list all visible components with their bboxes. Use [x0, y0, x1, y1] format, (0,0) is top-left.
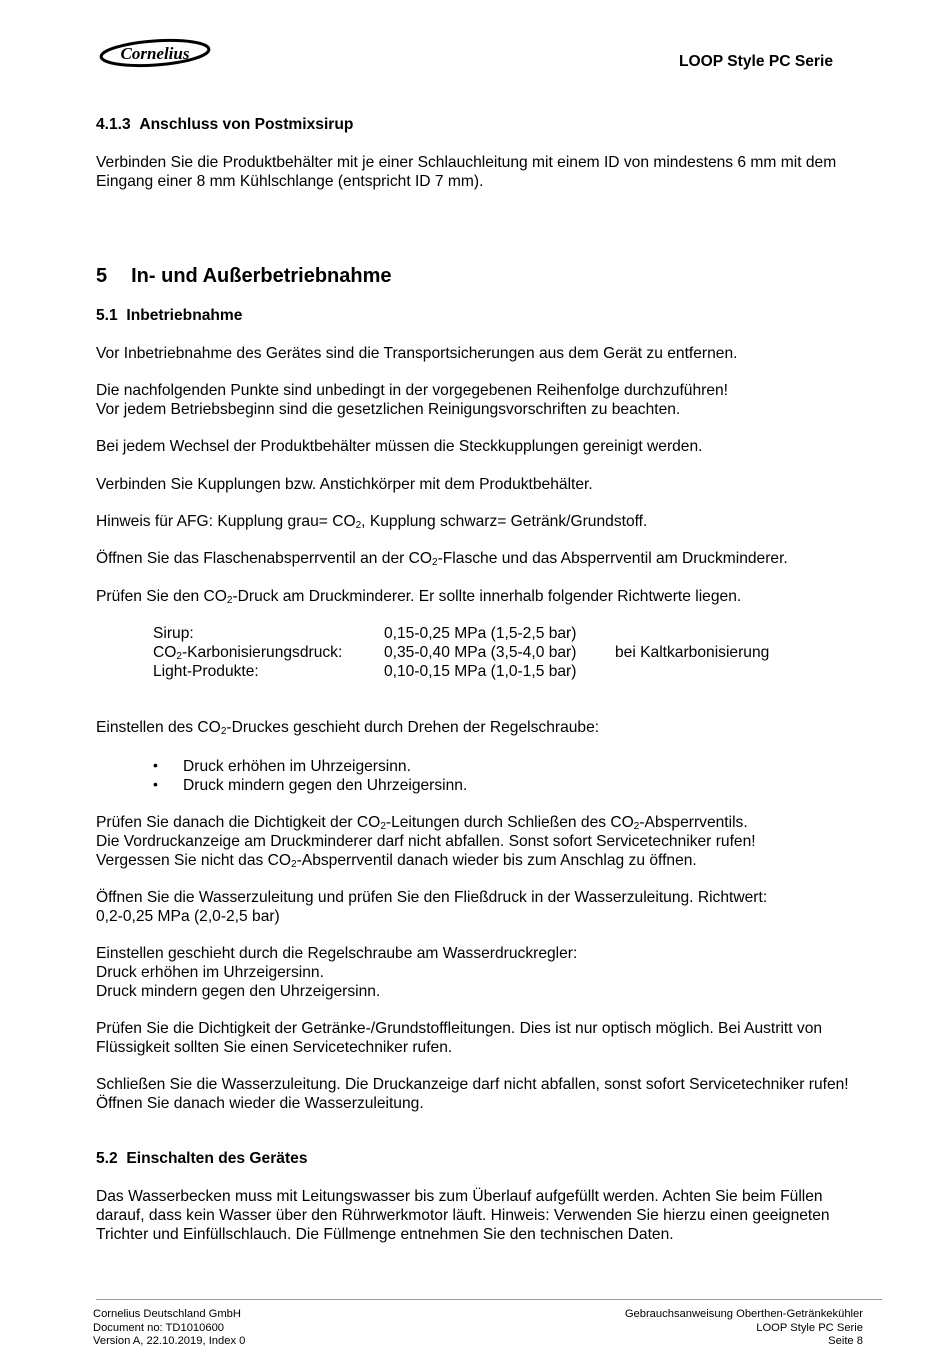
- heading-text: In- und Außerbetriebnahme: [131, 265, 392, 287]
- paragraph: 0,2-0,25 MPa (2,0-2,5 bar): [96, 908, 280, 925]
- paragraph: Öffnen Sie die Wasserzuleitung und prüfen Sie den Fließdruck in der Wasserzuleitung. Richtwert:: [96, 889, 768, 906]
- footer-version: Version A, 22.10.2019, Index 0: [93, 1335, 246, 1348]
- paragraph: Schließen Sie die Wasserzuleitung. Die Druckanzeige darf nicht abfallen, sonst sofort Servicetechniker rufen!: [96, 1076, 849, 1093]
- footer-product: LOOP Style PC Serie: [756, 1321, 863, 1334]
- heading-text: Inbetriebnahme: [126, 307, 243, 324]
- list-item: Druck erhöhen im Uhrzeigersinn.: [183, 758, 411, 775]
- footer-left: [93, 1308, 245, 1349]
- heading-number: 5.2: [96, 1150, 118, 1167]
- footer-doc-title: Gebrauchsanweisung Oberthen-Getränkekühler: [624, 1308, 863, 1320]
- heading-number: 5.1: [96, 307, 118, 324]
- paragraph: Druck mindern gegen den Uhrzeigersinn.: [96, 983, 381, 1000]
- paragraph: Bei jedem Wechsel der Produktbehälter müssen die Steckkupplungen gereinigt werden.: [96, 438, 703, 455]
- paragraph: Öffnen Sie das Flaschenabsperrventil an der $CO_2$-Flasche und das Absperrventil am Druckminderer.: [96, 550, 788, 568]
- company-logo: [98, 36, 212, 70]
- section-4-1-3-heading: [96, 116, 353, 134]
- footer-divider: [96, 1299, 882, 1300]
- footer-document-no: Document no: TD1010600: [93, 1321, 225, 1334]
- paragraph: Druck erhöhen im Uhrzeigersinn.: [96, 964, 324, 981]
- paragraph: Die Vordruckanzeige am Druckminderer darf nicht abfallen. Sonst sofort Servicetechniker rufen!: [96, 833, 756, 850]
- table-cell-note: bei Kaltkarbonisierung: [615, 644, 770, 661]
- paragraph: Einstellen geschieht durch die Regelschraube am Wasserdruckregler:: [96, 945, 578, 962]
- bullet-icon: •: [153, 776, 158, 792]
- paragraph: Vor jedem Betriebsbeginn sind die gesetzlichen Reinigungsvorschriften zu beachten.: [96, 401, 681, 418]
- heading-number: 4.1.3: [96, 116, 131, 133]
- paragraph: Eingang einer 8 mm Kühlschlange (entspricht ID 7 mm).: [96, 173, 484, 190]
- list-item: Druck mindern gegen den Uhrzeigersinn.: [183, 777, 468, 794]
- table-row: Sirup:: [153, 625, 194, 642]
- section-5-2-heading: [96, 1150, 308, 1168]
- paragraph: Verbinden Sie Kupplungen bzw. Anstichkörper mit dem Produktbehälter.: [96, 476, 593, 493]
- paragraph: Hinweis für AFG: Kupplung grau= $CO_2$, Kupplung schwarz= Getränk/Grundstoff.: [96, 513, 648, 531]
- svg-text:Cornelius: Cornelius: [120, 44, 190, 63]
- paragraph: Das Wasserbecken muss mit Leitungswasser bis zum Überlauf aufgefüllt werden. Achten Sie beim Füllen: [96, 1188, 823, 1205]
- heading-text: Anschluss von Postmixsirup: [139, 116, 354, 133]
- table-row: $CO_2$-Karbonisierungsdruck:: [153, 644, 343, 662]
- paragraph: darauf, dass kein Wasser über den Rührwerkmotor läuft. Hinweis: Verwenden Sie hierzu einen geeigneten: [96, 1207, 830, 1224]
- header-title: LOOP Style PC Serie: [679, 53, 833, 70]
- paragraph: Die nachfolgenden Punkte sind unbedingt in der vorgegebenen Reihenfolge durchzuführen!: [96, 382, 729, 399]
- section-5-heading: [96, 265, 392, 288]
- page-number: Seite 8: [828, 1335, 863, 1348]
- paragraph: Öffnen Sie danach wieder die Wasserzuleitung.: [96, 1095, 424, 1112]
- table-cell-value: 0,35-0,40 MPa (3,5-4,0 bar): [384, 644, 577, 661]
- table-row: Light-Produkte:: [153, 663, 259, 680]
- bullet-icon: •: [153, 757, 158, 773]
- paragraph: Einstellen des $CO_2$-Druckes geschieht durch Drehen der Regelschraube:: [96, 719, 600, 737]
- paragraph: Prüfen Sie die Dichtigkeit der Getränke-/Grundstoffleitungen. Dies ist nur optisch möglich. Bei Austritt von: [96, 1020, 823, 1037]
- paragraph: Verbinden Sie die Produktbehälter mit je einer Schlauchleitung mit einem ID von mindestens 6 mm mit dem: [96, 154, 837, 171]
- table-cell-value: 0,10-0,15 MPa (1,0-1,5 bar): [384, 663, 577, 680]
- footer-company: Cornelius Deutschland GmbH: [93, 1308, 241, 1320]
- table-cell-value: 0,15-0,25 MPa (1,5-2,5 bar): [384, 625, 577, 642]
- heading-number: 5: [96, 265, 108, 287]
- paragraph: Flüssigkeit sollten Sie einen Servicetechniker rufen.: [96, 1039, 453, 1056]
- paragraph: Trichter und Einfüllschlauch. Die Füllmenge entnehmen Sie den technischen Daten.: [96, 1226, 674, 1243]
- paragraph: Vergessen Sie nicht das $CO_2$-Absperrventil danach wieder bis zum Anschlag zu öffnen.: [96, 852, 697, 870]
- footer-right: [625, 1308, 863, 1349]
- section-5-1-heading: [96, 307, 242, 325]
- paragraph: Prüfen Sie danach die Dichtigkeit der $CO_2$-Leitungen durch Schließen des $CO_2$-Absperrventils.: [96, 814, 748, 832]
- paragraph: Prüfen Sie den $CO_2$-Druck am Druckminderer. Er sollte innerhalb folgender Richtwerte liegen.: [96, 588, 742, 606]
- heading-text: Einschalten des Gerätes: [126, 1150, 308, 1167]
- paragraph: Vor Inbetriebnahme des Gerätes sind die Transportsicherungen aus dem Gerät zu entfernen.: [96, 345, 738, 362]
